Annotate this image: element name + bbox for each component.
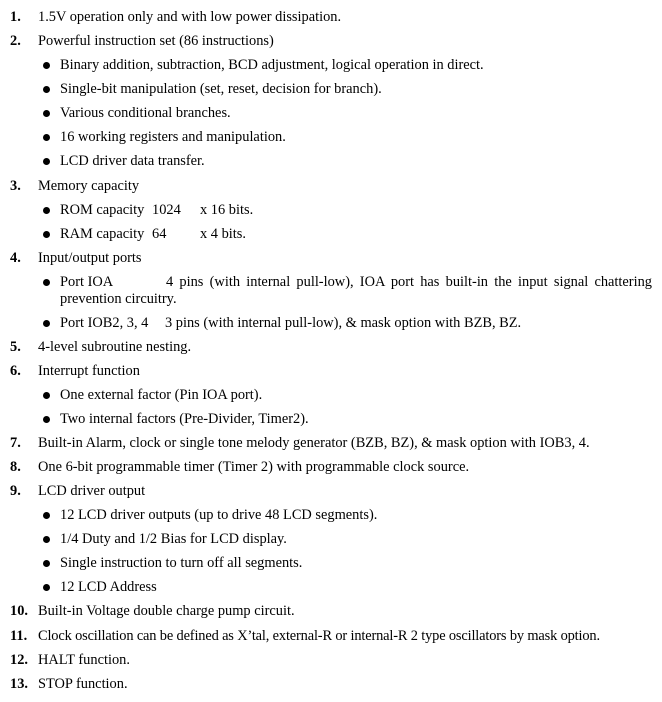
bullet-dot-icon: [43, 392, 50, 399]
item-text: Clock oscillation can be defined as X’tal, external-R or internal-R 2 type oscillators by mask option.: [38, 628, 600, 644]
item-number: 11.: [10, 628, 28, 644]
bullet-dot-icon: [43, 86, 50, 93]
bullet-dot-icon: [43, 584, 50, 591]
bullet-item: [0, 274, 662, 308]
bullet-dot-icon: [43, 62, 50, 69]
item-text: Memory capacity: [38, 178, 140, 194]
item-number: 5.: [10, 339, 21, 355]
bullet-text: Two internal factors (Pre-Divider, Timer2).: [60, 411, 309, 427]
item-number: 3.: [10, 178, 21, 194]
bullet-text: 1/4 Duty and 1/2 Bias for LCD display.: [60, 531, 287, 547]
bullet-text: Binary addition, subtraction, BCD adjustment, logical operation in direct.: [60, 57, 484, 73]
bullet-dot-icon: [43, 279, 50, 286]
item-text: 4-level subroutine nesting.: [38, 339, 192, 355]
bullet-text: 16 working registers and manipulation.: [60, 129, 286, 145]
bullet-dot-icon: [43, 320, 50, 327]
memory-unit: x 4 bits.: [200, 226, 246, 242]
item-number: 12.: [10, 652, 28, 668]
item-text: Interrupt function: [38, 363, 140, 379]
memory-value: 64: [152, 226, 167, 242]
item-text: LCD driver output: [38, 483, 146, 499]
item-number: 2.: [10, 33, 21, 49]
item-text: HALT function.: [38, 652, 130, 668]
bullet-dot-icon: [43, 536, 50, 543]
memory-unit: x 16 bits.: [200, 202, 254, 218]
bullet-text: Single instruction to turn off all segments.: [60, 555, 303, 571]
memory-value: 1024: [152, 202, 181, 218]
bullet-text: LCD driver data transfer.: [60, 153, 205, 169]
item-text: Built-in Voltage double charge pump circuit.: [38, 603, 295, 619]
item-number: 1.: [10, 9, 21, 25]
port-description: 4 pins (with internal pull-low), IOA port has built-in the input signal chattering prevention circuitry.: [60, 274, 652, 307]
item-text: STOP function.: [38, 676, 128, 692]
memory-label: RAM capacity: [60, 226, 145, 242]
item-number: 4.: [10, 250, 21, 266]
item-number: 9.: [10, 483, 21, 499]
bullet-dot-icon: [43, 110, 50, 117]
item-text: Built-in Alarm, clock or single tone melody generator (BZB, BZ), & mask option with IOB3, 4.: [38, 435, 590, 451]
bullet-dot-icon: [43, 231, 50, 238]
item-number: 13.: [10, 676, 28, 692]
bullet-text: 12 LCD Address: [60, 579, 157, 595]
bullet-text: Various conditional branches.: [60, 105, 231, 121]
bullet-text: One external factor (Pin IOA port).: [60, 387, 263, 403]
item-text: One 6-bit programmable timer (Timer 2) with programmable clock source.: [38, 459, 470, 475]
port-label: Port IOB2, 3, 4: [60, 315, 149, 331]
bullet-text: Single-bit manipulation (set, reset, decision for branch).: [60, 81, 382, 97]
item-text: 1.5V operation only and with low power dissipation.: [38, 9, 342, 25]
item-number: 7.: [10, 435, 21, 451]
bullet-dot-icon: [43, 416, 50, 423]
bullet-dot-icon: [43, 158, 50, 165]
bullet-text: 12 LCD driver outputs (up to drive 48 LCD segments).: [60, 507, 378, 523]
item-number: 10.: [10, 603, 28, 619]
item-text: Powerful instruction set (86 instructions): [38, 33, 274, 49]
port-description: 3 pins (with internal pull-low), & mask option with BZB, BZ.: [165, 315, 522, 331]
bullet-dot-icon: [43, 134, 50, 141]
bullet-dot-icon: [43, 560, 50, 567]
item-number: 8.: [10, 459, 21, 475]
item-number: 6.: [10, 363, 21, 379]
bullet-dot-icon: [43, 207, 50, 214]
item-text: Input/output ports: [38, 250, 142, 266]
memory-label: ROM capacity: [60, 202, 145, 218]
bullet-dot-icon: [43, 512, 50, 519]
port-label: Port IOA: [60, 274, 114, 290]
